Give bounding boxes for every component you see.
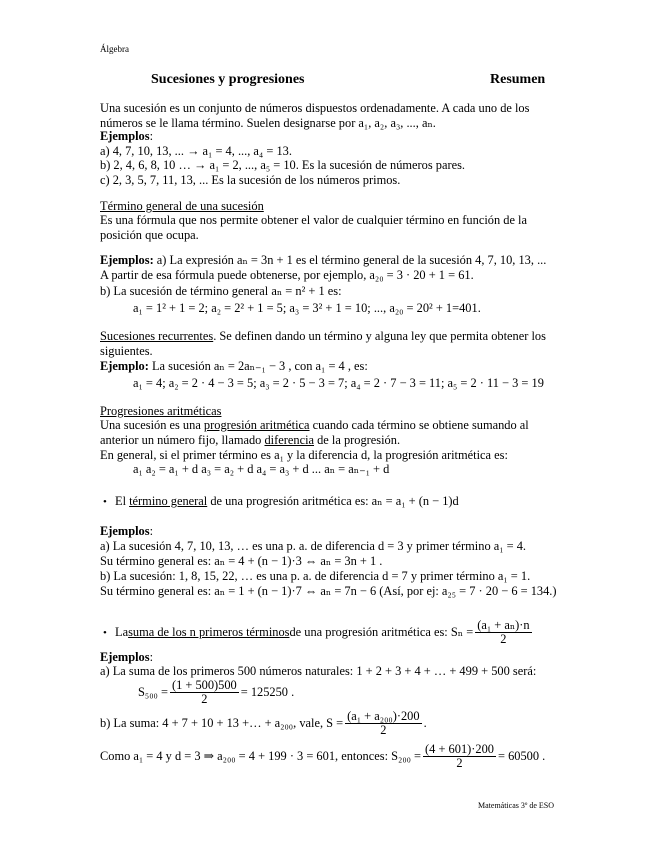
general-term-example-a2: A partir de esa fórmula puede obtenerse, por ejemplo, a₂₀ = 3 · 20 + 1 = 61. <box>100 268 474 282</box>
sum-como-denominator: 2 <box>456 755 463 770</box>
general-term-heading: Término general de una sucesión <box>100 199 264 213</box>
recurrent-line-1 <box>100 329 546 344</box>
sum-formula-fraction <box>475 619 531 646</box>
general-term-examples-label: Ejemplos: <box>100 253 154 267</box>
recurrent-line-1-text: . Se definen dando un término y alguna ley que permita obtener los <box>213 329 546 343</box>
arithmetic-heading: Progresiones aritméticas <box>100 404 222 418</box>
recurrent-line-2: siguientes. <box>100 344 153 358</box>
recurrent-example-text: La sucesión aₙ = 2aₙ₋₁ − 3 , con a₁ = 4 , es: <box>148 359 368 373</box>
sum-formula-denominator: 2 <box>500 631 507 646</box>
arithmetic-line-2 <box>100 433 400 448</box>
sum-formula-numerator: (a₁ + aₙ)·n <box>477 617 530 632</box>
arithmetic-bullet-1a: El <box>115 494 130 508</box>
arithmetic-line-1a: Una sucesión es una <box>100 418 204 432</box>
sum-example-b <box>100 707 427 739</box>
recurrent-example-label: Ejemplo: <box>100 359 149 373</box>
intro-example-b: b) 2, 4, 6, 8, 10 … → a₁ = 2, ..., a₅ = 10. Es la sucesión de números pares. <box>100 158 466 172</box>
recurrent-example <box>100 359 368 374</box>
sum-como-text: Como a₁ = 4 y d = 3 ⇒ a₂₀₀ = 4 + 199 · 3 = 601, entonces: S₂₀₀ = <box>100 748 422 763</box>
sum-formula-line <box>115 617 534 647</box>
bullet-icon: • <box>103 496 107 508</box>
s500-rhs: = 125250 . <box>240 684 295 699</box>
s500-numerator: (1 + 500)500 <box>171 677 237 692</box>
intro-line-1: Una sucesión es un conjunto de números dispuestos ordenadamente. A cada uno de los <box>100 101 530 115</box>
sum-como-fraction <box>423 743 496 770</box>
sum-example-b-denominator: 2 <box>380 722 387 737</box>
sum-example-a: a) La suma de los primeros 500 números naturales: 1 + 2 + 3 + 4 + … + 499 + 500 será: <box>100 664 537 678</box>
examples-label: Ejemplos: <box>100 129 154 143</box>
sum-example-b-numerator: (a₁ + a₂₀₀)·200 <box>347 708 420 723</box>
page-footer: Matemáticas 3º de ESO <box>478 801 555 810</box>
arithmetic-bullet-1c: de una progresión aritmética es: aₙ = a₁ + (n − 1)d <box>207 494 459 508</box>
arithmetic-line-1 <box>100 418 529 433</box>
arithmetic-examples-label: Ejemplos: <box>100 524 154 538</box>
intro-example-c: c) 2, 3, 5, 7, 11, 13, ... Es la sucesión de los números primos. <box>100 173 401 187</box>
page-label: Resumen <box>490 72 546 87</box>
general-term-example-b: b) La sucesión de término general aₙ = n² + 1 es: <box>100 284 342 298</box>
recurrent-example-2: a₁ = 4; a₂ = 2 · 4 − 3 = 5; a₃ = 2 · 5 − 3 = 7; a₄ = 2 · 7 − 3 = 11; a₅ = 2 · 11 − 3 = 19 <box>133 376 544 390</box>
arithmetic-line-1c: cuando cada término se obtiene sumando al <box>309 418 529 432</box>
sum-example-b-end: . <box>423 715 427 730</box>
sum-como-rhs: = 60500 . <box>497 748 546 763</box>
arithmetic-example-a: a) La sucesión 4, 7, 10, 13, … es una p. a. de diferencia d = 3 y primer término a₁ = 4. <box>100 539 527 553</box>
recurrent-heading: Sucesiones recurrentes <box>100 329 214 343</box>
arithmetic-examples-label-text: Ejemplos <box>100 524 150 538</box>
arithmetic-line-3: En general, si el primer término es a₁ y la diferencia d, la progresión aritmética es: <box>100 448 508 462</box>
arithmetic-sequence: a₁ a₂ = a₁ + d a₃ = a₂ + d a₄ = a₃ + d ... aₙ = aₙ₋₁ + d <box>133 462 390 476</box>
sum-examples-label-text: Ejemplos <box>100 650 150 664</box>
general-term-example-a-text: a) La expresión aₙ = 3n + 1 es el término general de la sucesión 4, 7, 10, 13, ... <box>153 253 547 267</box>
sum-bullet-c: de una progresión aritmética es: Sₙ = <box>289 624 474 639</box>
section-label: Álgebra <box>100 44 129 54</box>
sum-como-line <box>100 740 545 772</box>
examples-label-text: Ejemplos <box>100 129 150 143</box>
arithmetic-example-a2: Su término general es: aₙ = 4 + (n − 1)·3 ⇔ aₙ = 3n + 1 . <box>100 554 383 568</box>
sum-example-b-text: b) La suma: 4 + 7 + 10 + 13 +… + a₂₀₀, vale, S = <box>100 715 344 730</box>
s500-denominator: 2 <box>201 691 208 706</box>
sum-bullet-a: La <box>115 624 129 639</box>
arithmetic-example-b2: Su término general es: aₙ = 1 + (n − 1)·7 ⇔ aₙ = 7n − 6 (Así, por ej: a₂₅ = 7 · 20 − 6 = 134.) <box>100 584 557 598</box>
sum-example-a-formula <box>138 676 294 708</box>
general-term-example-b2: a₁ = 1² + 1 = 2; a₂ = 2² + 1 = 5; a₃ = 3² + 1 = 10; ..., a₂₀ = 20² + 1=401. <box>133 301 481 315</box>
sum-como-numerator: (4 + 601)·200 <box>425 741 494 756</box>
intro-line-2: números se le llama término. Suelen designarse por a₁, a₂, a₃, ..., aₙ. <box>100 116 436 130</box>
general-term-line-2: posición que ocupa. <box>100 228 199 242</box>
arithmetic-line-2c: de la progresión. <box>314 433 401 447</box>
page-title: Sucesiones y progresiones <box>151 72 305 87</box>
s500-fraction <box>170 679 239 706</box>
arithmetic-line-2a: anterior un número fijo, llamado <box>100 433 265 447</box>
sum-example-b-fraction <box>345 710 421 737</box>
arithmetic-line-2b: diferencia <box>264 433 315 447</box>
sum-examples-label: Ejemplos: <box>100 650 154 664</box>
s500-lhs: S₅₀₀ = <box>138 684 168 699</box>
sum-bullet-b: suma de los n primeros términos <box>128 624 290 639</box>
arithmetic-general-term <box>115 494 459 509</box>
arithmetic-line-1b: progresión aritmética <box>203 418 310 432</box>
bullet-icon: • <box>103 627 107 639</box>
general-term-line-1: Es una fórmula que nos permite obtener el valor de cualquier término en función de la <box>100 213 527 227</box>
arithmetic-bullet-1b: término general <box>129 494 208 508</box>
arithmetic-example-b: b) La sucesión: 1, 8, 15, 22, … es una p. a. de diferencia d = 7 y primer término a₁ = 1. <box>100 569 531 583</box>
intro-example-a: a) 4, 7, 10, 13, ... → a₁ = 4, ..., a₄ = 13. <box>100 144 292 158</box>
general-term-example-a <box>100 253 546 268</box>
